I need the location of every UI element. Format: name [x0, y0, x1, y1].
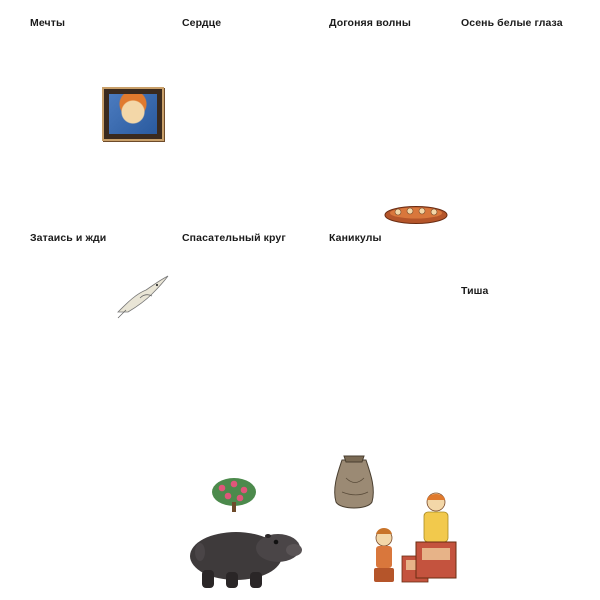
song-title: Мечты — [30, 17, 66, 29]
hippo-illustration — [182, 510, 304, 590]
boat-illustration — [382, 200, 450, 226]
song-title: Затаись и жди — [30, 232, 107, 244]
song-tisha — [461, 286, 583, 303]
song-title: Догоняя волны — [329, 17, 411, 29]
song-title: Каникулы — [329, 232, 382, 244]
song-title: Сердце — [182, 17, 222, 29]
flowering-tree-illustration — [208, 472, 260, 512]
song-title: Спасательный круг — [182, 232, 286, 244]
song-mechty — [30, 18, 155, 35]
song-kanikuly — [329, 233, 447, 250]
song-title: Осень белые глаза — [461, 17, 563, 29]
bird-illustration — [112, 272, 172, 322]
song-title: Тиша — [461, 285, 489, 297]
song-spasatelny-krug — [182, 233, 300, 250]
song-zatais-i-zhdi — [30, 233, 155, 250]
song-osen-belye-glaza — [461, 18, 583, 35]
song-dogonyaya-volny — [329, 18, 447, 35]
boy-with-box-illustration — [398, 488, 460, 586]
framed-portrait-illustration — [102, 87, 164, 141]
album-credits — [22, 418, 192, 588]
song-serdce — [182, 18, 300, 35]
